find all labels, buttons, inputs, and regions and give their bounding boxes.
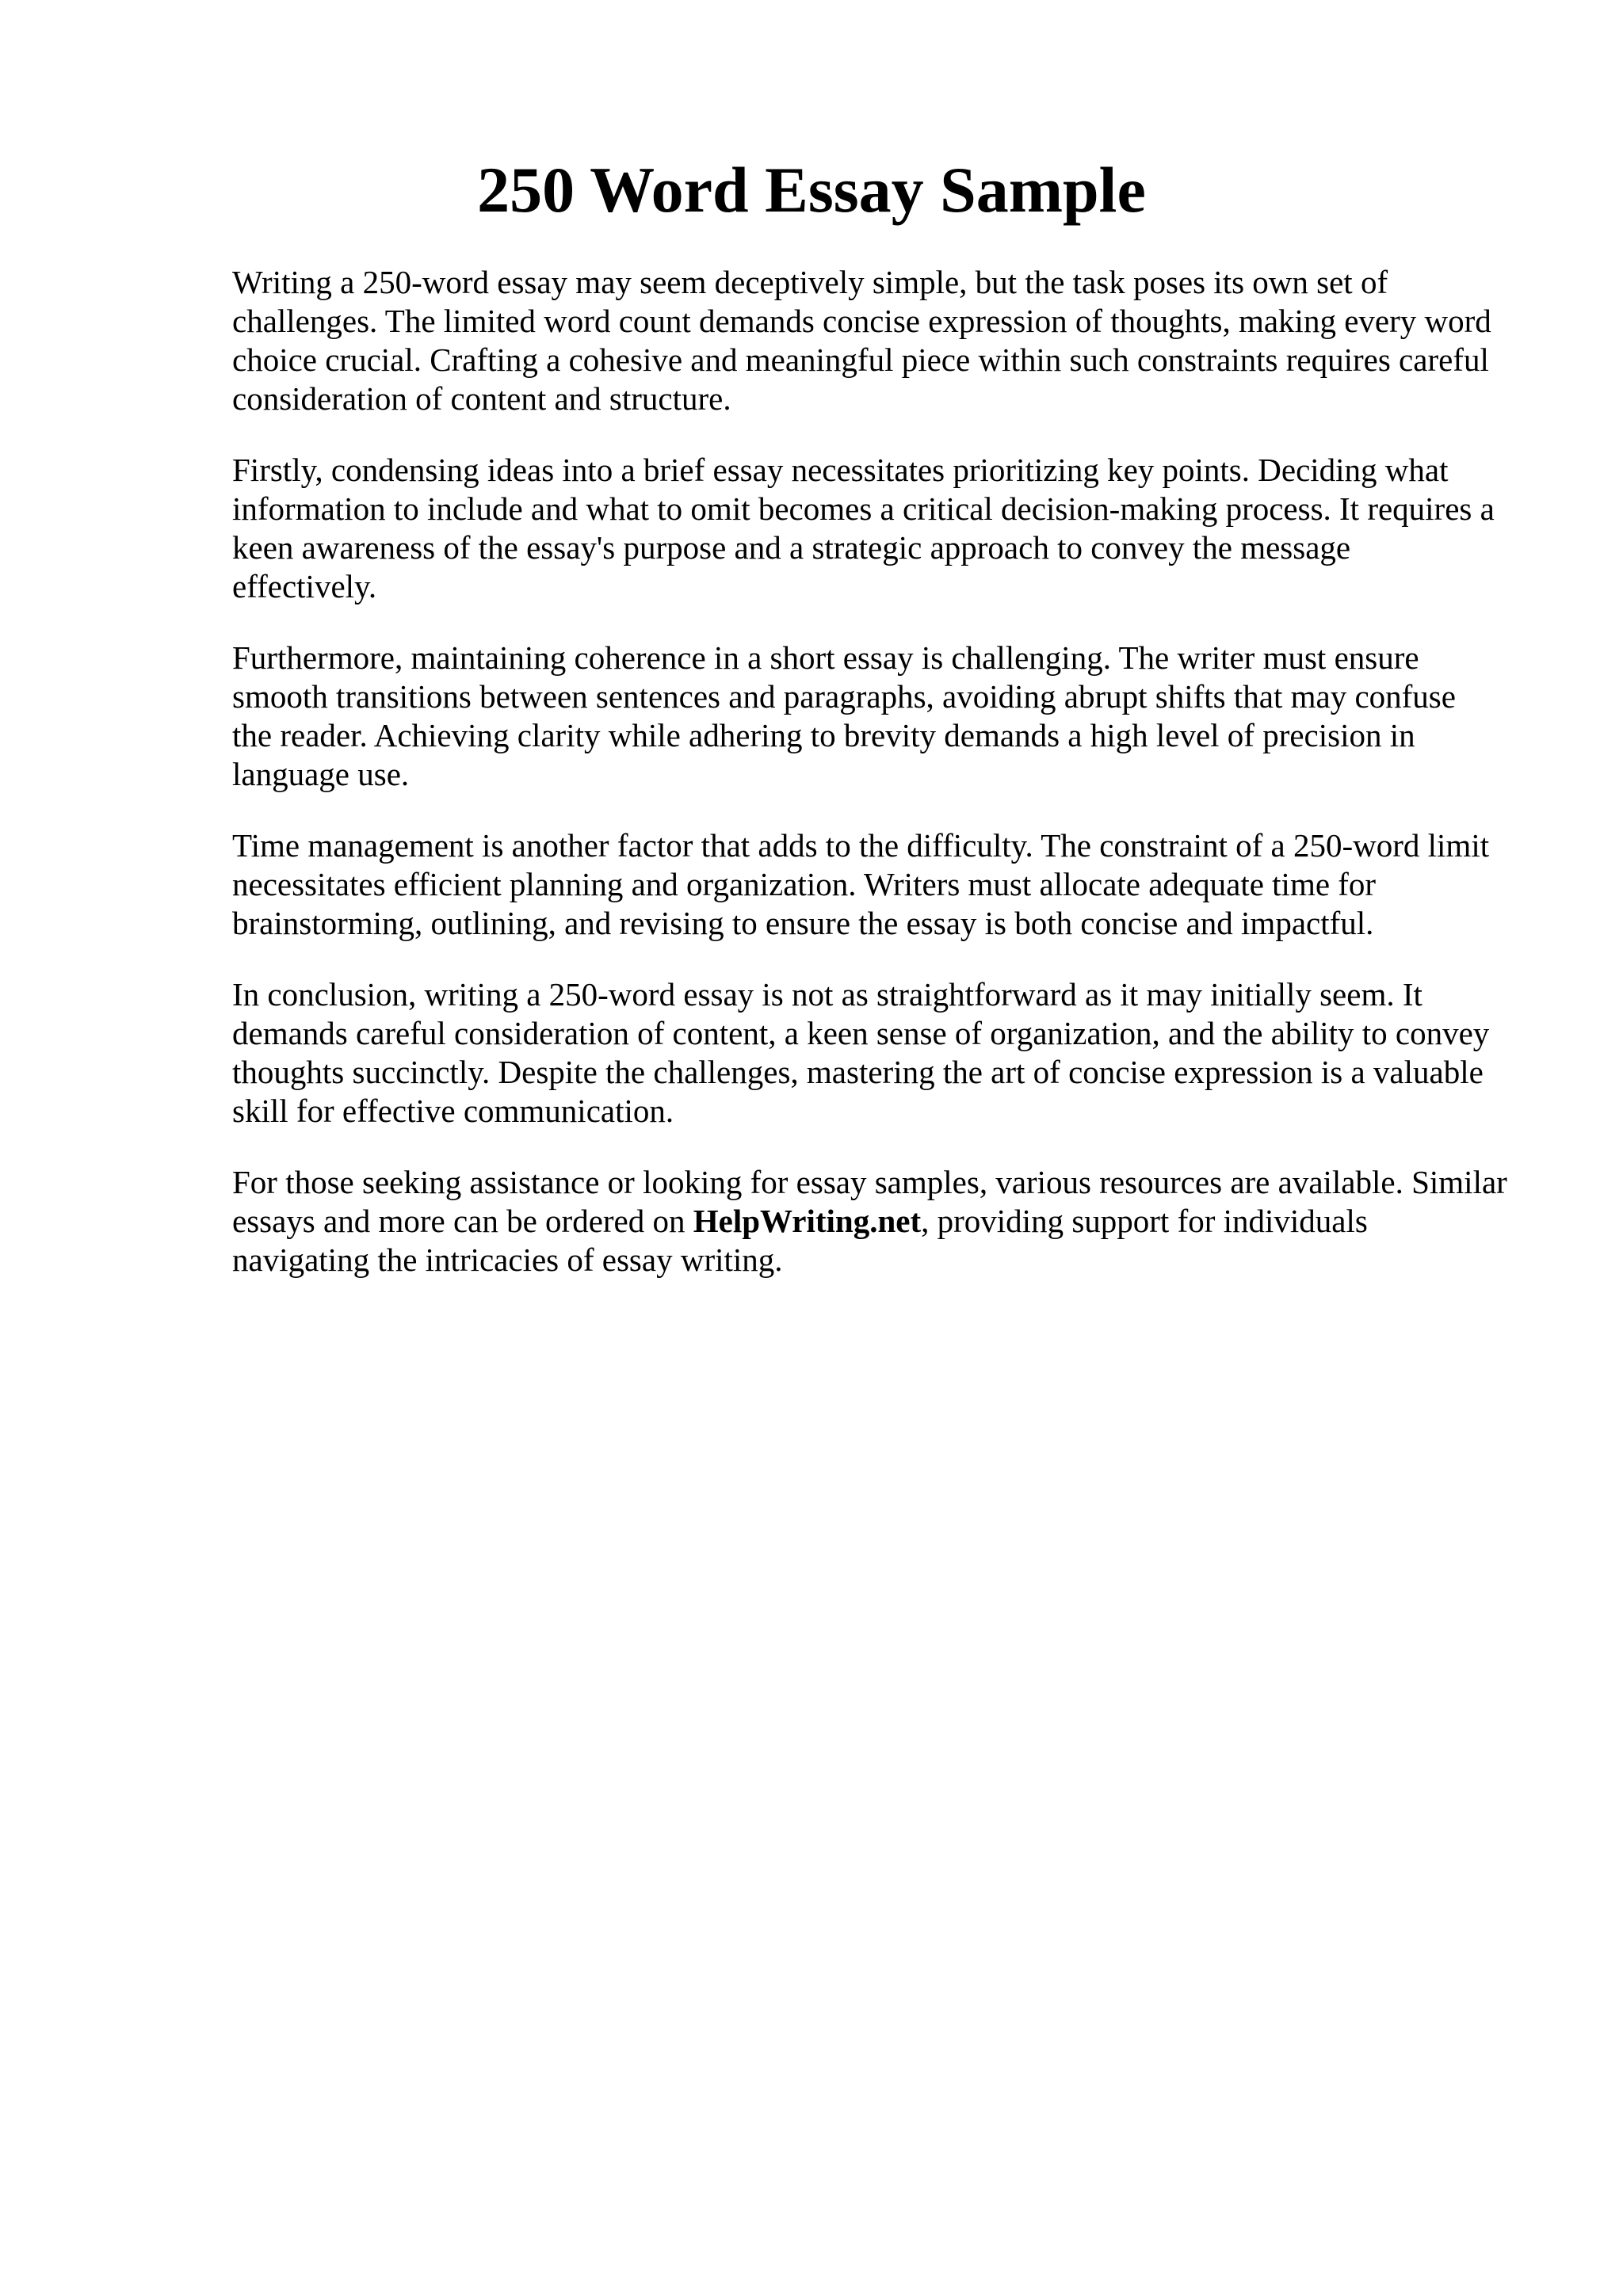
paragraph-line: keen awareness of the essay's purpose and a strategic approach to convey the message bbox=[232, 529, 1351, 566]
paragraph-line: Firstly, condensing ideas into a brief essay necessitates prioritizing key points. Deciding what bbox=[232, 452, 1449, 488]
paragraph-line-with-link bbox=[232, 1202, 1611, 1241]
paragraph-line: necessitates efficient planning and organization. Writers must allocate adequate time for bbox=[232, 866, 1377, 902]
paragraph-line: For those seeking assistance or looking for essay samples, various resources are available. Similar bbox=[232, 1164, 1507, 1200]
closing-text-after-link: , providing support for individuals bbox=[921, 1203, 1368, 1239]
paragraph-line: challenges. The limited word count demands concise expression of thoughts, making every word bbox=[232, 303, 1491, 339]
paragraph-line: Time management is another factor that adds to the difficulty. The constraint of a 250-word limit bbox=[232, 827, 1490, 864]
paragraph-line: In conclusion, writing a 250-word essay is not as straightforward as it may initially seem. It bbox=[232, 976, 1423, 1013]
paragraph-line: Furthermore, maintaining coherence in a short essay is challenging. The writer must ensure bbox=[232, 639, 1419, 676]
paragraph-line: brainstorming, outlining, and revising to ensure the essay is both concise and impactful. bbox=[232, 905, 1374, 941]
paragraph-1 bbox=[232, 263, 1611, 418]
paragraph-line: effectively. bbox=[232, 568, 377, 605]
paragraph-line: language use. bbox=[232, 756, 410, 792]
paragraph-line: the reader. Achieving clarity while adhering to brevity demands a high level of precision in bbox=[232, 717, 1415, 753]
paragraph-line: consideration of content and structure. bbox=[232, 380, 731, 417]
page-title: 250 Word Essay Sample bbox=[477, 154, 1146, 226]
closing-paragraph bbox=[232, 1163, 1611, 1280]
closing-text-before-link: essays and more can be ordered on bbox=[232, 1203, 693, 1239]
paragraph-5 bbox=[232, 975, 1611, 1131]
paragraph-line: Writing a 250-word essay may seem deceptively simple, but the task poses its own set of bbox=[232, 264, 1388, 300]
paragraph-line: thoughts succinctly. Despite the challenges, mastering the art of concise expression is a valuable bbox=[232, 1054, 1484, 1090]
paragraph-line: smooth transitions between sentences and paragraphs, avoiding abrupt shifts that may confuse bbox=[232, 678, 1456, 715]
paragraph-line: information to include and what to omit becomes a critical decision-making process. It requires a bbox=[232, 490, 1495, 527]
paragraph-line: skill for effective communication. bbox=[232, 1093, 674, 1129]
paragraph-2 bbox=[232, 451, 1611, 606]
paragraph-line: navigating the intricacies of essay writing. bbox=[232, 1241, 783, 1278]
helpwriting-link[interactable]: HelpWriting.net bbox=[693, 1203, 922, 1239]
paragraph-line: choice crucial. Crafting a cohesive and meaningful piece within such constraints requires careful bbox=[232, 341, 1489, 378]
paragraph-line: demands careful consideration of content, a keen sense of organization, and the ability to convey bbox=[232, 1015, 1490, 1051]
essay-body bbox=[232, 263, 1611, 1312]
paragraph-4 bbox=[232, 826, 1611, 943]
paragraph-3 bbox=[232, 639, 1611, 794]
